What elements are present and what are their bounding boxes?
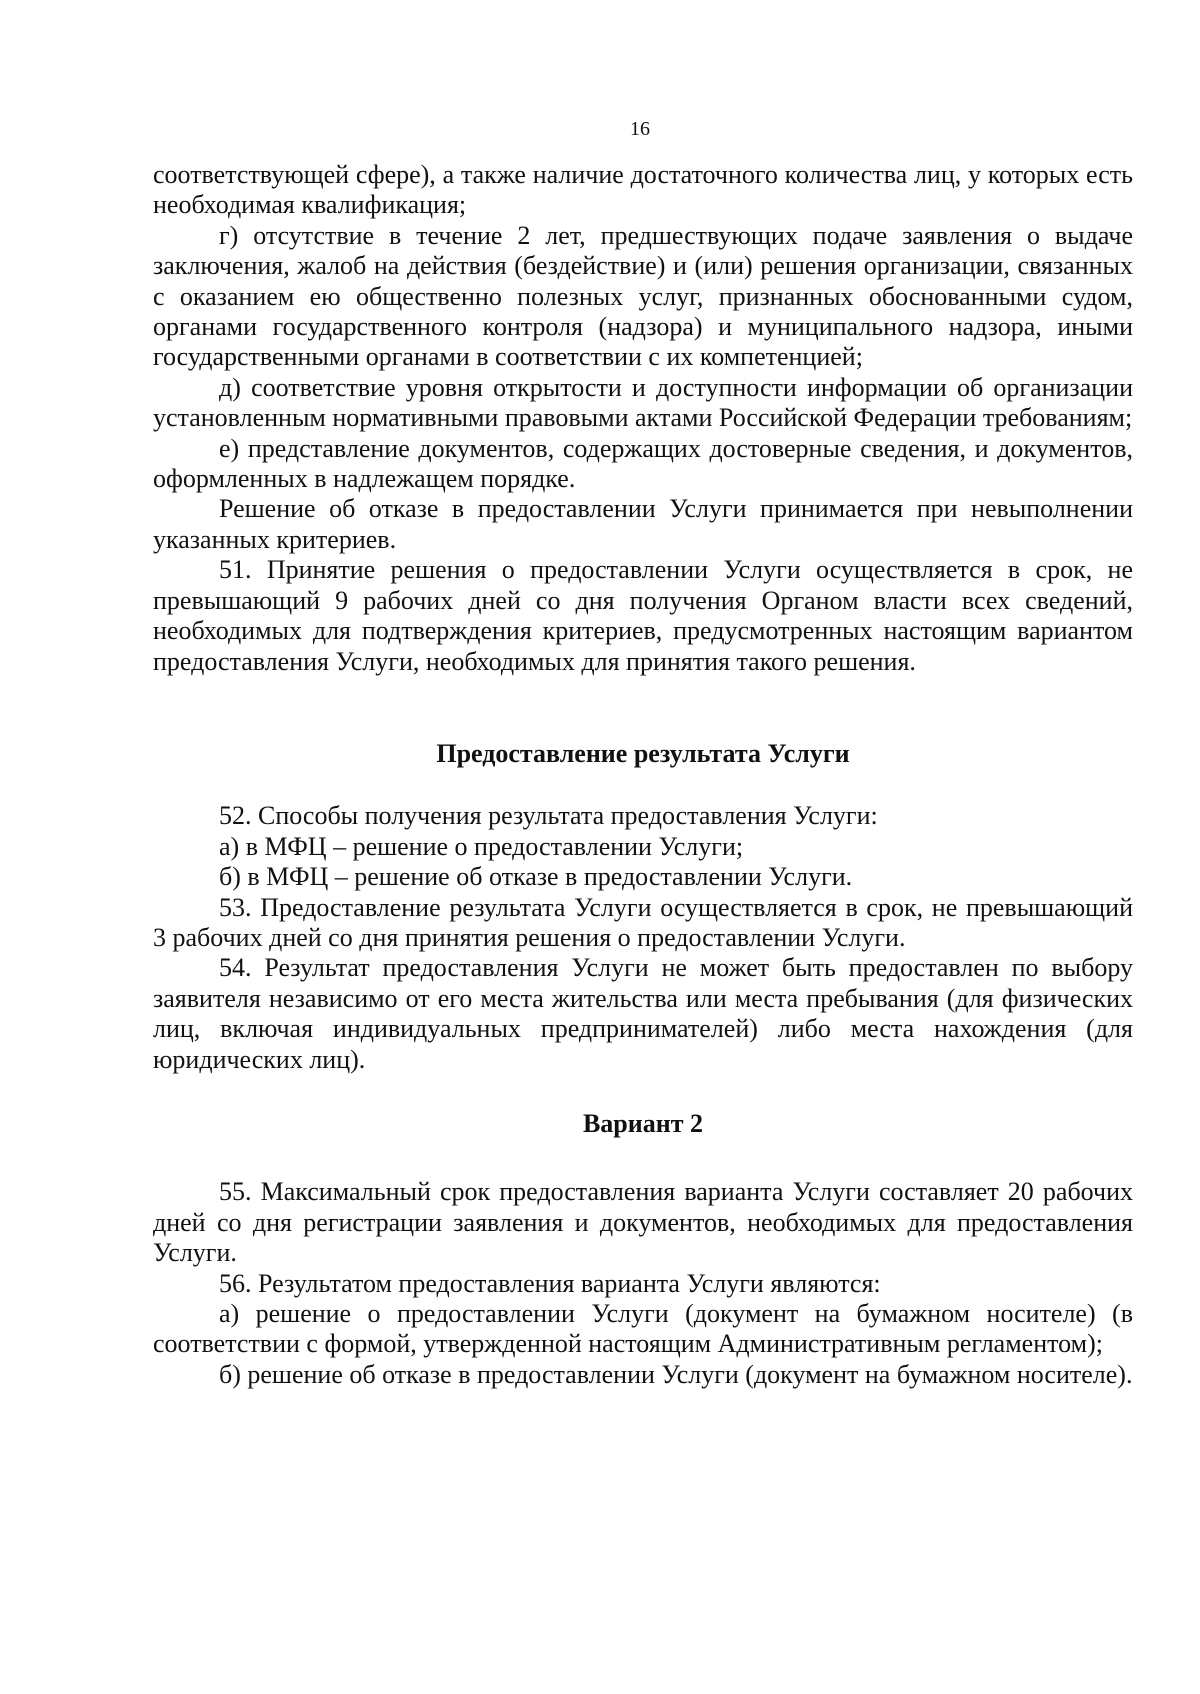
- paragraph-54: 54. Результат предоставления Услуги не может быть предоставлен по выбору заявителя независимо от его места жительства или места пребывания (для физических лиц, включая индивидуальных предпринимателей) либо места нахождения (для юридических лиц).: [153, 953, 1133, 1074]
- paragraph-refusal-decision: Решение об отказе в предоставлении Услуги принимается при невыполнении указанных критериев.: [153, 494, 1133, 554]
- paragraph-53: 53. Предоставление результата Услуги осуществляется в срок, не превышающий 3 рабочих дней со дня принятия решения о предоставлении Услуги.: [153, 892, 1133, 952]
- paragraph-52: 52. Способы получения результата предоставления Услуги:: [219, 801, 878, 831]
- document-body: [153, 160, 1133, 1390]
- paragraph-item-e: е) представление документов, содержащих достоверные сведения, и документов, оформленных в надлежащем порядке.: [153, 433, 1133, 494]
- paragraph-51: 51. Принятие решения о предоставлении Услуги осуществляется в срок, не превышающий 9 рабочих дней со дня получения Органом власти всех сведений, необходимых для подтверждения критериев, предусмотренных настоящим вариантом предоставления Услуги, необходимых для принятия такого решения.: [153, 555, 1133, 676]
- section-heading-variant-2: Вариант 2: [582, 1108, 704, 1138]
- paragraph-item-d: д) соответствие уровня открытости и доступности информации об организации установленным нормативными правовыми актами Российской Федерации требованиям;: [153, 372, 1133, 433]
- paragraph-55: 55. Максимальный срок предоставления варианта Услуги составляет 20 рабочих дней со дня регистрации заявления и документов, необходимых для предоставления Услуги.: [153, 1177, 1133, 1268]
- section-heading-result: Предоставление результата Услуги: [436, 738, 850, 768]
- paragraph-52-a: а) в МФЦ – решение о предоставлении Услуги;: [219, 831, 744, 861]
- paragraph-56: 56. Результатом предоставления варианта Услуги являются:: [219, 1268, 881, 1298]
- paragraph-52-b: б) в МФЦ – решение об отказе в предоставлении Услуги.: [219, 862, 853, 892]
- paragraph-56-a: а) решение о предоставлении Услуги (документ на бумажном носителе) (в соответствии с формой, утвержденной настоящим Административным регламентом);: [153, 1299, 1133, 1359]
- paragraph-continuation: соответствующей сфере), а также наличие достаточного количества лиц, у которых есть необходимая квалификация;: [153, 160, 1133, 220]
- paragraph-item-g: г) отсутствие в течение 2 лет, предшествующих подаче заявления о выдаче заключения, жалоб на действия (бездействие) и (или) решения организации, связанных с оказанием ею общественно полезных услуг, признанных обоснованными судом, органами государственного контроля (надзора) и муниципального надзора, иными государственными органами в соответствии с их компетенцией;: [153, 220, 1133, 372]
- page-number: 16: [630, 118, 650, 140]
- paragraph-56-b: б) решение об отказе в предоставлении Услуги (документ на бумажном носителе).: [219, 1359, 1133, 1389]
